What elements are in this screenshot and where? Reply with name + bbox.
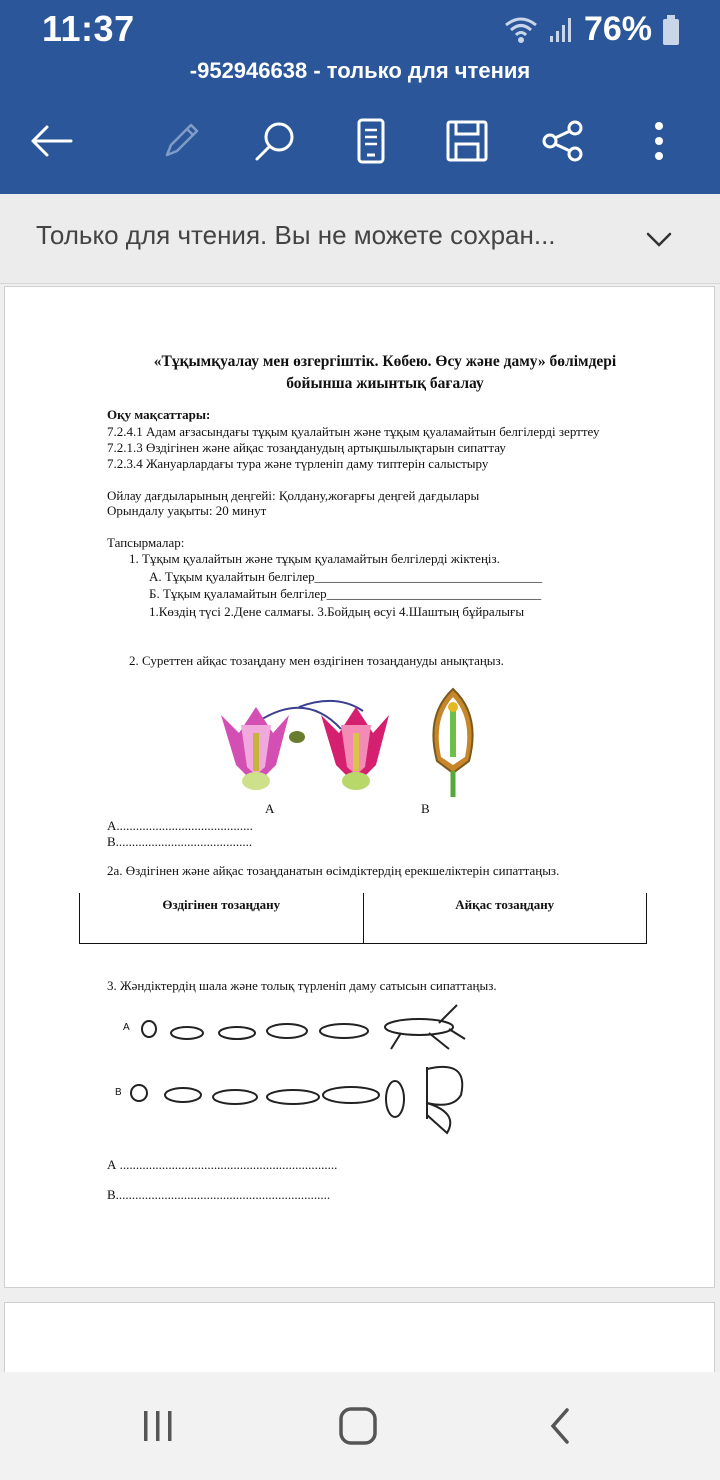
arrow-left-icon (29, 124, 73, 158)
chevron-left-icon (545, 1406, 575, 1446)
larva-icon (323, 1087, 379, 1103)
flower-self-pollination-icon (433, 689, 472, 797)
bee-icon (289, 731, 305, 743)
document-page-2 (4, 1302, 715, 1382)
objective-3: 7.2.3.4 Жануарлардағы тура және түрленіп даму типтерін салыстыру (107, 456, 489, 471)
insect-row-label-b: В (115, 1087, 122, 1098)
task-1-a: А. Тұқым қуалайтын белгілер___________________________________ (149, 569, 543, 584)
share-icon (541, 119, 585, 163)
app-header (0, 0, 720, 194)
objectives-header: Оқу мақсаттары: (107, 407, 211, 422)
task-2a: 2а. Өздігінен және айқас тозаңданатын өсімдіктердің ерекшеліктерін сипаттаңыз. (107, 863, 560, 878)
nymph-icon (171, 1027, 203, 1039)
duration: Орындалу уақыты: 20 минут (107, 503, 267, 518)
recent-apps-icon (140, 1408, 176, 1444)
table-header-cross-pollination: Айқас тозаңдану (363, 893, 647, 943)
larva-icon (213, 1090, 257, 1104)
signal-icon (548, 16, 574, 44)
home-button[interactable] (328, 1396, 388, 1456)
answer-3-a: А ................................................................... (107, 1157, 338, 1172)
pupa-icon (386, 1081, 404, 1117)
answer-3-b: В.................................................................. (107, 1187, 331, 1202)
task-1-b: Б. Тұқым қуаламайтын белгілер_________________________________ (149, 586, 542, 601)
objective-1: 7.2.4.1 Адам ағзасындағы тұқым қуалайтын және тұқым қуаламайтын белгілерді зерттеу (107, 424, 600, 439)
task-2: 2. Суреттен айқас тозаңдану мен өздігінен тозаңдануды анықтаңыз. (129, 653, 504, 668)
chevron-down-icon[interactable] (642, 222, 676, 256)
document-title: -952946638 - только для чтения (189, 58, 531, 83)
tasks-header: Тапсырмалар: (107, 535, 185, 550)
reading-view-button[interactable] (338, 108, 404, 174)
larva-icon (267, 1090, 319, 1104)
nymph-icon (320, 1024, 368, 1038)
complete-metamorphosis-figure (129, 1059, 469, 1139)
save-button[interactable] (434, 108, 500, 174)
battery-icon (662, 15, 680, 45)
figure-label-b: В (421, 801, 430, 816)
egg-icon (142, 1021, 156, 1037)
back-nav-button[interactable] (530, 1396, 590, 1456)
answer-b: В.......................................... (107, 834, 253, 849)
egg-icon (131, 1085, 147, 1101)
share-button[interactable] (530, 108, 596, 174)
comparison-table (79, 893, 647, 944)
search-icon (253, 119, 297, 163)
pollination-figure (211, 685, 501, 805)
status-bar (0, 0, 720, 60)
objective-2: 7.2.1.3 Өздігінен және айқас тозаңданудың артықшылықтарын сипаттау (107, 440, 506, 455)
worksheet-title (105, 351, 665, 395)
task-1: 1. Тұқым қуалайтын және тұқым қуаламайтын белгілерді жіктеңіз. (129, 551, 500, 566)
more-vertical-icon (653, 121, 665, 161)
read-only-banner[interactable] (0, 194, 720, 284)
insect-row-label-a: А (123, 1022, 130, 1033)
search-button[interactable] (242, 108, 308, 174)
phone-document-icon (354, 118, 388, 164)
grasshopper-icon (385, 1005, 465, 1049)
title-line-1: «Тұқымқуалау мен өзгергіштік. Көбею. Өсу және даму» бөлімдері (153, 353, 617, 370)
nymph-icon (267, 1024, 307, 1038)
wifi-icon (504, 15, 538, 45)
edit-button[interactable] (146, 108, 212, 174)
thinking-level: Ойлау дағдыларының деңгейі: Қолдану,жоғарғы деңгей дағдылары (107, 488, 480, 503)
back-button[interactable] (18, 108, 84, 174)
clock: 11:37 (42, 8, 135, 49)
save-icon (445, 119, 489, 163)
title-line-2: бойынша жиынтық бағалау (286, 375, 484, 392)
battery-percent: 76% (583, 10, 652, 48)
larva-icon (165, 1088, 201, 1102)
flower-a-icon (221, 707, 289, 790)
figure-label-a: А (265, 801, 275, 816)
table-header-self-pollination: Өздігінен тозаңдану (80, 893, 364, 943)
task-3: 3. Жәндіктердің шала және толық түрленіп даму сатысын сипаттаңыз. (107, 978, 497, 993)
read-only-message: Только для чтения. Вы не можете сохран... (36, 220, 556, 250)
document-page (4, 286, 715, 1288)
answer-a: А.......................................... (107, 818, 253, 833)
table-row (80, 893, 647, 943)
butterfly-icon (427, 1067, 462, 1133)
toolbar (0, 108, 720, 174)
system-nav-bar (0, 1372, 720, 1480)
home-icon (338, 1406, 378, 1446)
nymph-icon (219, 1027, 255, 1039)
incomplete-metamorphosis-figure (139, 999, 469, 1059)
task-1-options: 1.Көздің түсі 2.Дене салмағы. 3.Бойдың өсуі 4.Шаштың бұйралығы (149, 604, 525, 619)
more-options-button[interactable] (626, 108, 692, 174)
recent-apps-button[interactable] (128, 1396, 188, 1456)
pencil-icon (157, 119, 201, 163)
